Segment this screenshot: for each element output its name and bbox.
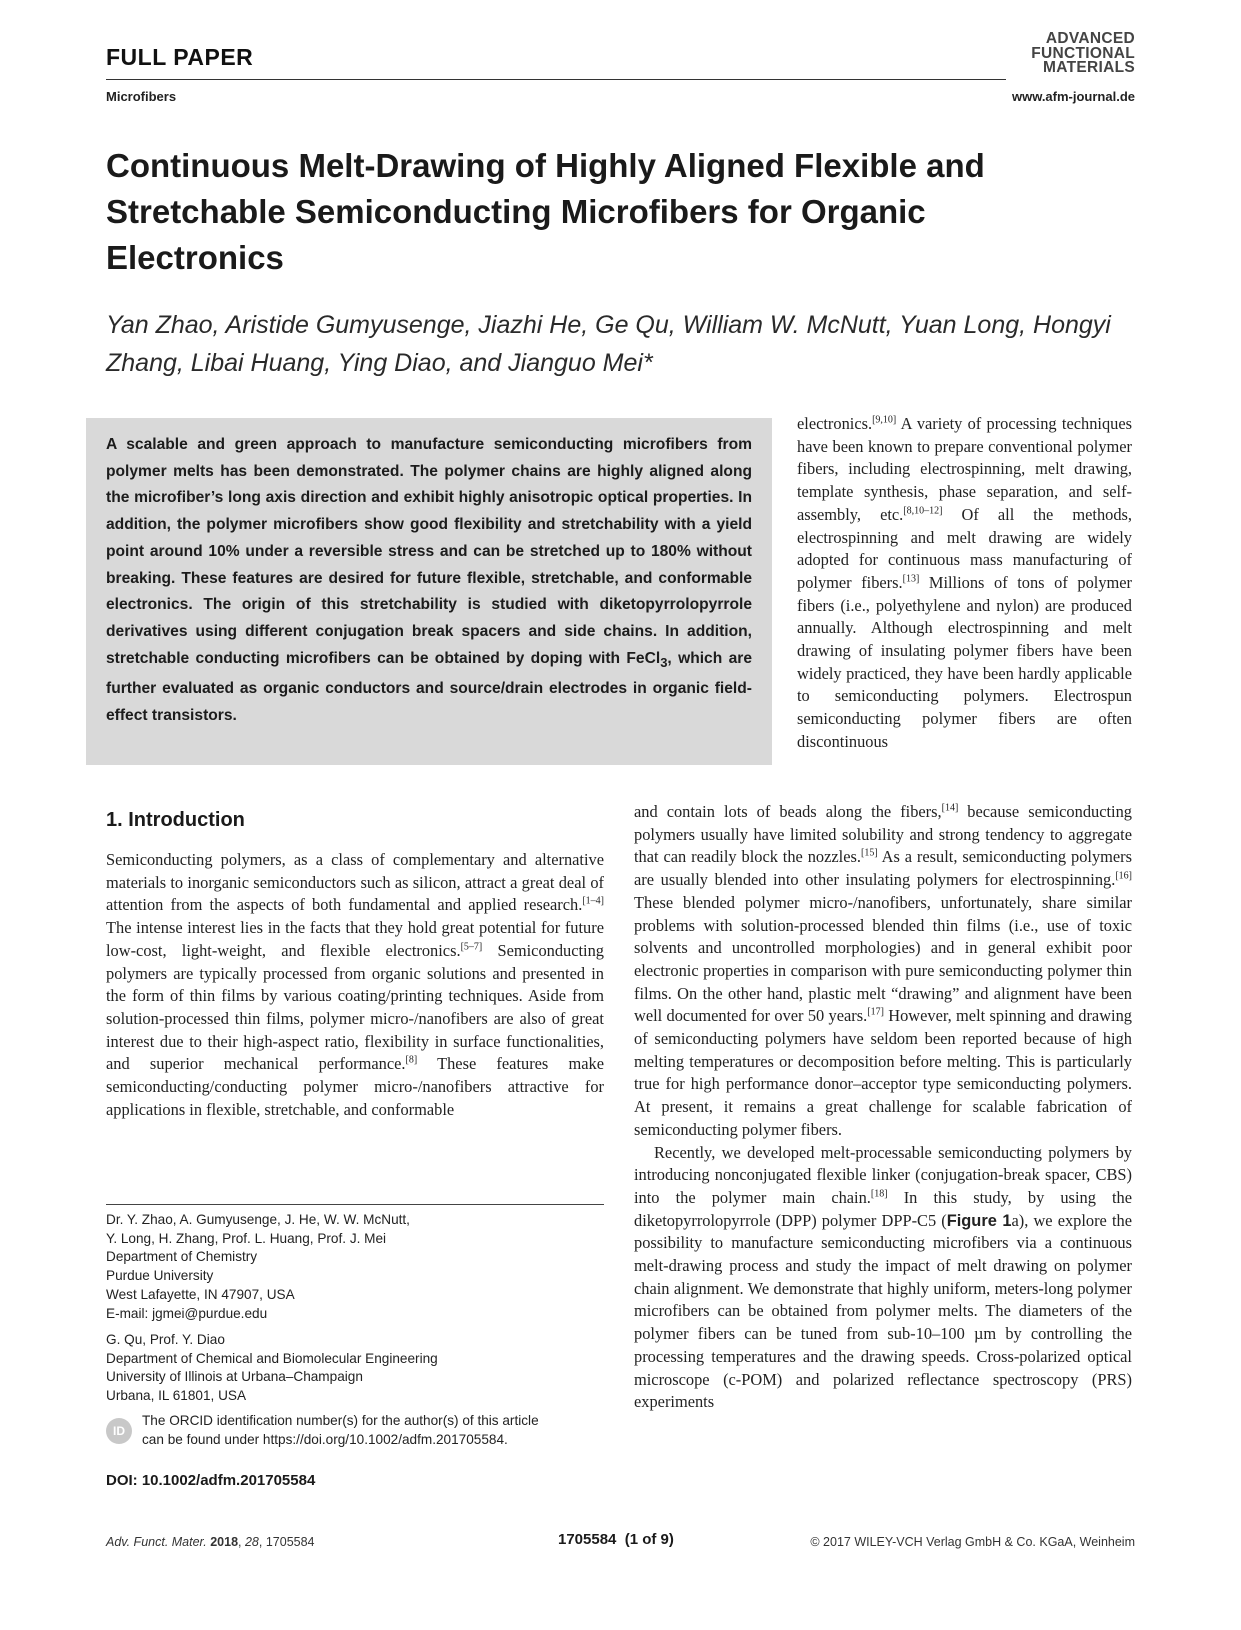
- abstract-text: [106, 432, 752, 730]
- affiliation-line: Department of Chemical and Biomolecular Engineering: [106, 1350, 438, 1366]
- body-text: The intense interest lies in the facts that they hold great potential for future low-cost, light-weight, and flexible electronics.: [106, 918, 604, 960]
- footer-page-label: 1705584 (1 of 9): [558, 1531, 674, 1548]
- affiliation-line: Urbana, IL 61801, USA: [106, 1388, 247, 1404]
- footer-year: 2018: [210, 1535, 239, 1549]
- body-text: Of all the methods, electrospinning and melt drawing are widely adopted for continuous mass manufacturing of polymer fibers.: [797, 504, 1133, 592]
- body-text: because semiconducting polymers usually have limited solubility and strong tendency to aggregate that can readily block the nozzles.: [634, 802, 1132, 867]
- affiliation-line: West Lafayette, IN 47907, USA: [106, 1286, 295, 1302]
- body-paragraph-2: [634, 1142, 1132, 1414]
- affiliation-email[interactable]: E-mail: jgmei@purdue.edu: [106, 1305, 268, 1321]
- body-text: As a result, semiconducting polymers are usually blended into other insulating polymers for electrospinning.: [634, 847, 1132, 890]
- body-text: a), we explore the possibility to manufacture semiconducting microfibers via a continuous melt-drawing process and study the impact of melt drawing on polymer chain alignment. We demonstrate that highly uniform, meters-long polymer microfibers can be obtained from polymer melts. The diameters of the polymer fibers can be tuned from sub-10–100 µm by controlling the processing temperatures and the drawing speeds. Cross-polarized optical microscope (c-POM) and polarized reflectance spectroscopy (PRS) experiments: [634, 1210, 1132, 1412]
- affiliation-block-2: [106, 1331, 604, 1406]
- citation-ref[interactable]: [15]: [860, 847, 878, 859]
- body-right-column: [634, 801, 1132, 1414]
- footer-article-number: 1705584: [265, 1535, 315, 1549]
- body-text: These blended polymer micro-/nanofibers, unfortunately, share similar problems with solution-processed blended thin films (i.e., use of toxic solvents and uncontrolled morphologies) and in general exhibit poor electronic properties in comparison with pure semiconducting polymer thin films. On the other hand, plastic melt “drawing” and alignment have been well documented for over 50 years.: [634, 892, 1132, 1026]
- body-left-column: [106, 849, 604, 1121]
- article-title: Continuous Melt-Drawing of Highly Aligned Flexible and Stretchable Semiconducting Microfibers for Organic Electronics: [106, 147, 985, 276]
- citation-ref[interactable]: [8,10–12]: [903, 505, 943, 517]
- citation-ref[interactable]: [17]: [867, 1006, 884, 1018]
- citation-ref[interactable]: [13]: [902, 573, 920, 585]
- orcid-note-line: The ORCID identification number(s) for the author(s) of this article: [142, 1413, 539, 1428]
- doi-label[interactable]: DOI: 10.1002/adfm.201705584: [106, 1472, 316, 1489]
- orcid-icon: ID: [106, 1418, 132, 1444]
- abstract-text-part-1: A scalable and green approach to manufacture semiconducting microfibers from polymer melts has been demonstrated. The polymer chains are highly aligned along the microfiber’s long axis direction and exhibit highly anisotropic optical properties. In addition, the polymer microfibers show good flexibility and stretchability with a yield point around 10% under a reversible stress and can be stretched up to 180% without breaking. These features are desired for future flexible, stretchable, and conformable electronics. The origin of this stretchability is studied with diketopyrrolopyrrole derivatives using different conjugation break spacers and side chains. In addition, stretchable conducting microfibers can be obtained by doping with FeCl: [106, 436, 752, 667]
- header-rule: [106, 79, 1006, 80]
- body-text: Semiconducting polymers are typically processed from organic solutions and presented in the form of thin films by various coating/printing techniques. Aside from solution-processed thin films, polymer micro-/nanofibers are also of great interest due to their high-aspect ratio, flexibility in surface functionalities, and superior mechanical performance.: [106, 940, 605, 1074]
- affiliation-line: Y. Long, H. Zhang, Prof. L. Huang, Prof. J. Mei: [106, 1230, 387, 1246]
- body-text: and contain lots of beads along the fibers,: [634, 802, 942, 821]
- affiliation-block-1: [106, 1211, 604, 1323]
- citation-ref[interactable]: [14]: [941, 802, 959, 814]
- orcid-note: [142, 1412, 612, 1449]
- header-label: FULL PAPER: [106, 44, 254, 70]
- orcid-note-link[interactable]: can be found under https://doi.org/10.1002/adfm.201705584.: [142, 1431, 508, 1447]
- abstract-box: [86, 418, 772, 765]
- affiliation-line: University of Illinois at Urbana–Champaign: [106, 1369, 363, 1385]
- abstract-text-part-2: , which are further evaluated as organic conductors and source/drain electrodes in organic field-effect transistors.: [106, 649, 752, 725]
- citation-ref[interactable]: [8]: [405, 1054, 418, 1066]
- citation-ref[interactable]: [5–7]: [460, 941, 483, 953]
- body-text: electronics.: [797, 414, 873, 433]
- citation-ref[interactable]: [1–4]: [582, 895, 604, 907]
- body-paragraph-1: [634, 801, 1132, 1142]
- body-text: However, melt spinning and drawing of semiconducting polymers have seldom been reported because of high melting temperatures or decomposition before melting. This is particularly true for high performance donor–acceptor type semiconducting polymers. At present, it remains a great challenge for scalable fabrication of semiconducting polymer fibers.: [634, 1006, 1132, 1139]
- body-text: A variety of processing techniques have been known to prepare conventional polymer fibers, including electrospinning, melt drawing, template synthesis, phase separation, and self-assembly, etc.: [797, 414, 1132, 524]
- affiliation-line: Department of Chemistry: [106, 1249, 258, 1265]
- footer-journal-abbrev: Adv. Funct. Mater.: [106, 1535, 207, 1549]
- section-heading-introduction: 1. Introduction: [106, 809, 245, 831]
- citation-ref[interactable]: [18]: [870, 1188, 888, 1200]
- journal-logo-line-3: MATERIALS: [1043, 59, 1135, 76]
- footnote-rule: [106, 1204, 604, 1205]
- body-text: These features make semiconducting/conducting polymer micro-/nanofibers attractive for applications in flexible, stretchable, and conformable: [106, 1054, 604, 1119]
- journal-logo-line-1: ADVANCED: [1045, 30, 1135, 47]
- body-text: Millions of tons of polymer fibers (i.e., polyethylene and nylon) are produced annually. Although electrospinning and melt drawing of insulating polymer fibers have been widely practiced, they have been hardly applicable to semiconducting polymers. Electrospun semiconducting polymer fibers are often discontinuous: [797, 572, 1132, 751]
- affiliation-line: Purdue University: [106, 1268, 214, 1284]
- citation-ref[interactable]: [9,10]: [872, 414, 897, 426]
- body-text: In this study, by using the diketopyrrolopyrrole (DPP) polymer DPP-C5 (: [634, 1187, 1133, 1230]
- abstract-subscript: 3: [660, 654, 668, 670]
- body-right-column-top: [797, 413, 1132, 754]
- affiliation-line: Dr. Y. Zhao, A. Gumyusenge, J. He, W. W. McNutt,: [106, 1212, 410, 1227]
- author-list: Yan Zhao, Aristide Gumyusenge, Jiazhi He, Ge Qu, William W. McNutt, Yuan Long, Hongyi Zhang, Libai Huang, Ying Diao, and Jianguo Mei*: [106, 311, 1111, 377]
- footer-citation: Adv. Funct. Mater. 2018, 28, 1705584: [106, 1535, 315, 1549]
- footer-copyright: © 2017 WILEY-VCH Verlag GmbH & Co. KGaA, Weinheim: [810, 1535, 1135, 1549]
- journal-logo: [1000, 32, 1135, 76]
- figure-ref[interactable]: Figure 1: [946, 1211, 1012, 1230]
- journal-url[interactable]: www.afm-journal.de: [1011, 89, 1135, 104]
- body-text: Semiconducting polymers, as a class of complementary and alternative materials to inorganic semiconductors such as silicon, attract a great deal of attention from the aspects of both fundamental and applied research.: [106, 850, 604, 915]
- affiliation-line: G. Qu, Prof. Y. Diao: [106, 1332, 225, 1347]
- body-text: Recently, we developed melt-processable semiconducting polymers by introducing nonconjugated flexible linker (conjugation-break spacer, CBS) into the polymer main chain.: [634, 1142, 1132, 1207]
- footer-volume: 28: [244, 1535, 259, 1549]
- section-tag: Microfibers: [106, 89, 177, 104]
- citation-ref[interactable]: [16]: [1115, 870, 1132, 882]
- journal-logo-line-2: FUNCTIONAL: [1031, 44, 1135, 62]
